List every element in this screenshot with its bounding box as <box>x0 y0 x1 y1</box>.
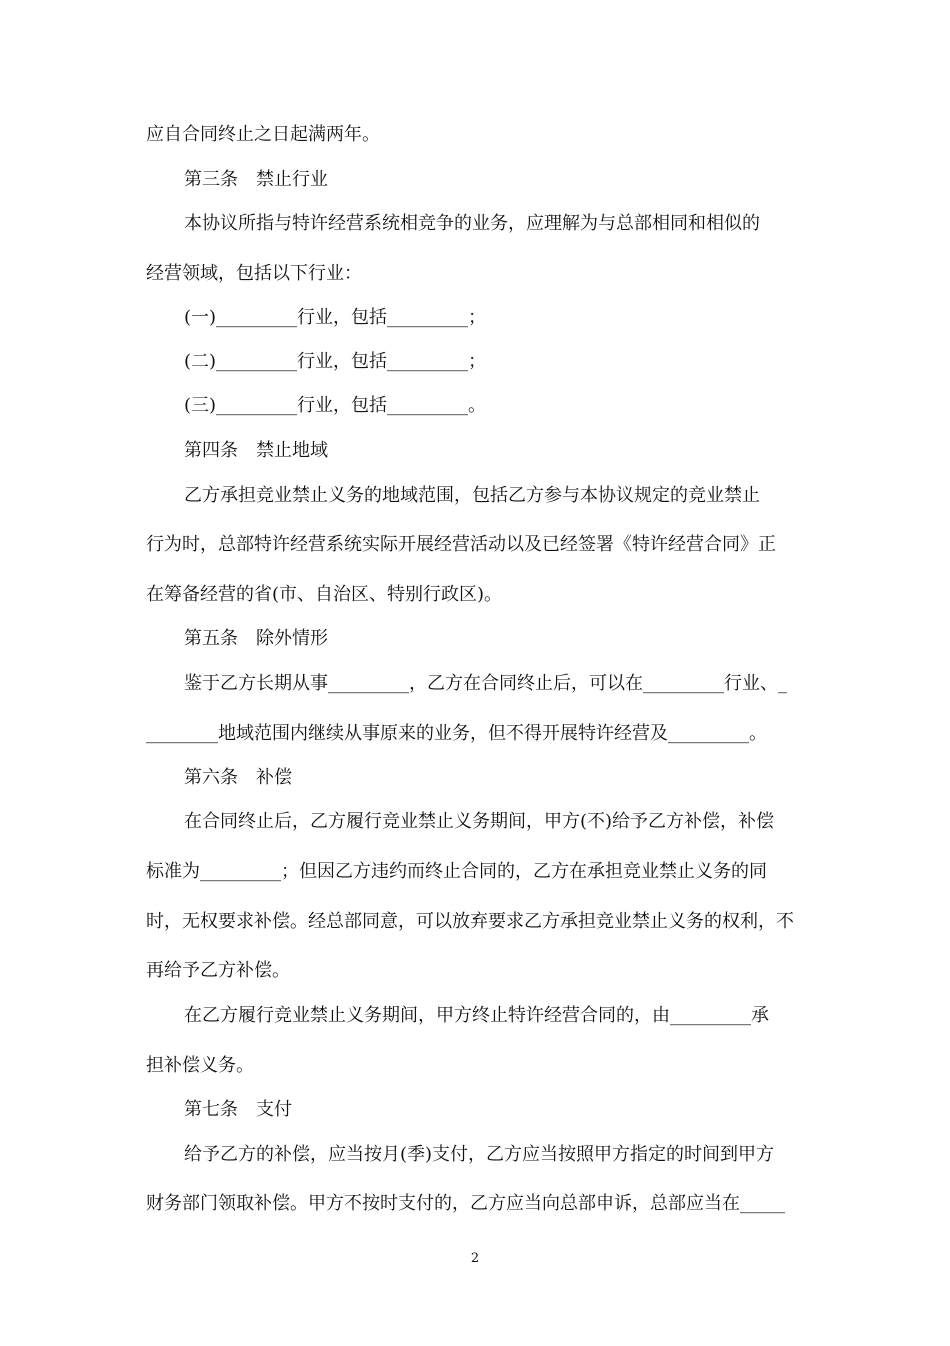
article-heading: 第四条 禁止地域 <box>184 440 328 461</box>
article-heading: 第七条 支付 <box>184 1099 292 1120</box>
text-line: ________地域范围内继续从事原来的业务，但不得开展特许经营及_________。 <box>146 723 767 744</box>
list-item: (三)_________行业，包括_________。 <box>184 395 487 416</box>
text-line: 鉴于乙方长期从事_________，乙方在合同终止后，可以在_________行业、_ <box>184 673 787 694</box>
text-line: 应自合同终止之日起满两年。 <box>146 124 380 145</box>
text-line: 再给予乙方补偿。 <box>146 960 290 981</box>
text-line: 标准为_________；但因乙方违约而终止合同的，乙方在承担竞业禁止义务的同 <box>146 861 767 882</box>
text-line: 在合同终止后，乙方履行竞业禁止义务期间，甲方(不)给予乙方补偿，补偿 <box>184 811 775 832</box>
text-line: 时，无权要求补偿。经总部同意，可以放弃要求乙方承担竞业禁止义务的权利，不 <box>146 911 794 932</box>
page-number: 2 <box>470 1251 480 1266</box>
text-line: 给予乙方的补偿，应当按月(季)支付，乙方应当按照甲方指定的时间到甲方 <box>184 1144 775 1165</box>
text-line: 担补偿义务。 <box>146 1055 254 1076</box>
text-line: 财务部门领取补偿。甲方不按时支付的，乙方应当向总部申诉，总部应当在_____ <box>146 1193 785 1214</box>
text-line: 在乙方履行竞业禁止义务期间，甲方终止特许经营合同的，由_________承 <box>184 1005 769 1026</box>
text-line: 本协议所指与特许经营系统相竞争的业务，应理解为与总部相同和相似的 <box>184 213 760 234</box>
text-line: 在筹备经营的省(市、自治区、特别行政区)。 <box>146 584 503 605</box>
text-line: 经营领域，包括以下行业： <box>146 263 362 284</box>
list-item: (一)_________行业，包括_________； <box>184 307 487 328</box>
text-line: 行为时，总部特许经营系统实际开展经营活动以及已经签署《特许经营合同》正 <box>146 534 776 555</box>
article-heading: 第三条 禁止行业 <box>184 169 328 190</box>
list-item: (二)_________行业，包括_________； <box>184 351 487 372</box>
article-heading: 第五条 除外情形 <box>184 628 328 649</box>
article-heading: 第六条 补偿 <box>184 767 292 788</box>
text-line: 乙方承担竞业禁止义务的地域范围，包括乙方参与本协议规定的竞业禁止 <box>184 485 760 506</box>
